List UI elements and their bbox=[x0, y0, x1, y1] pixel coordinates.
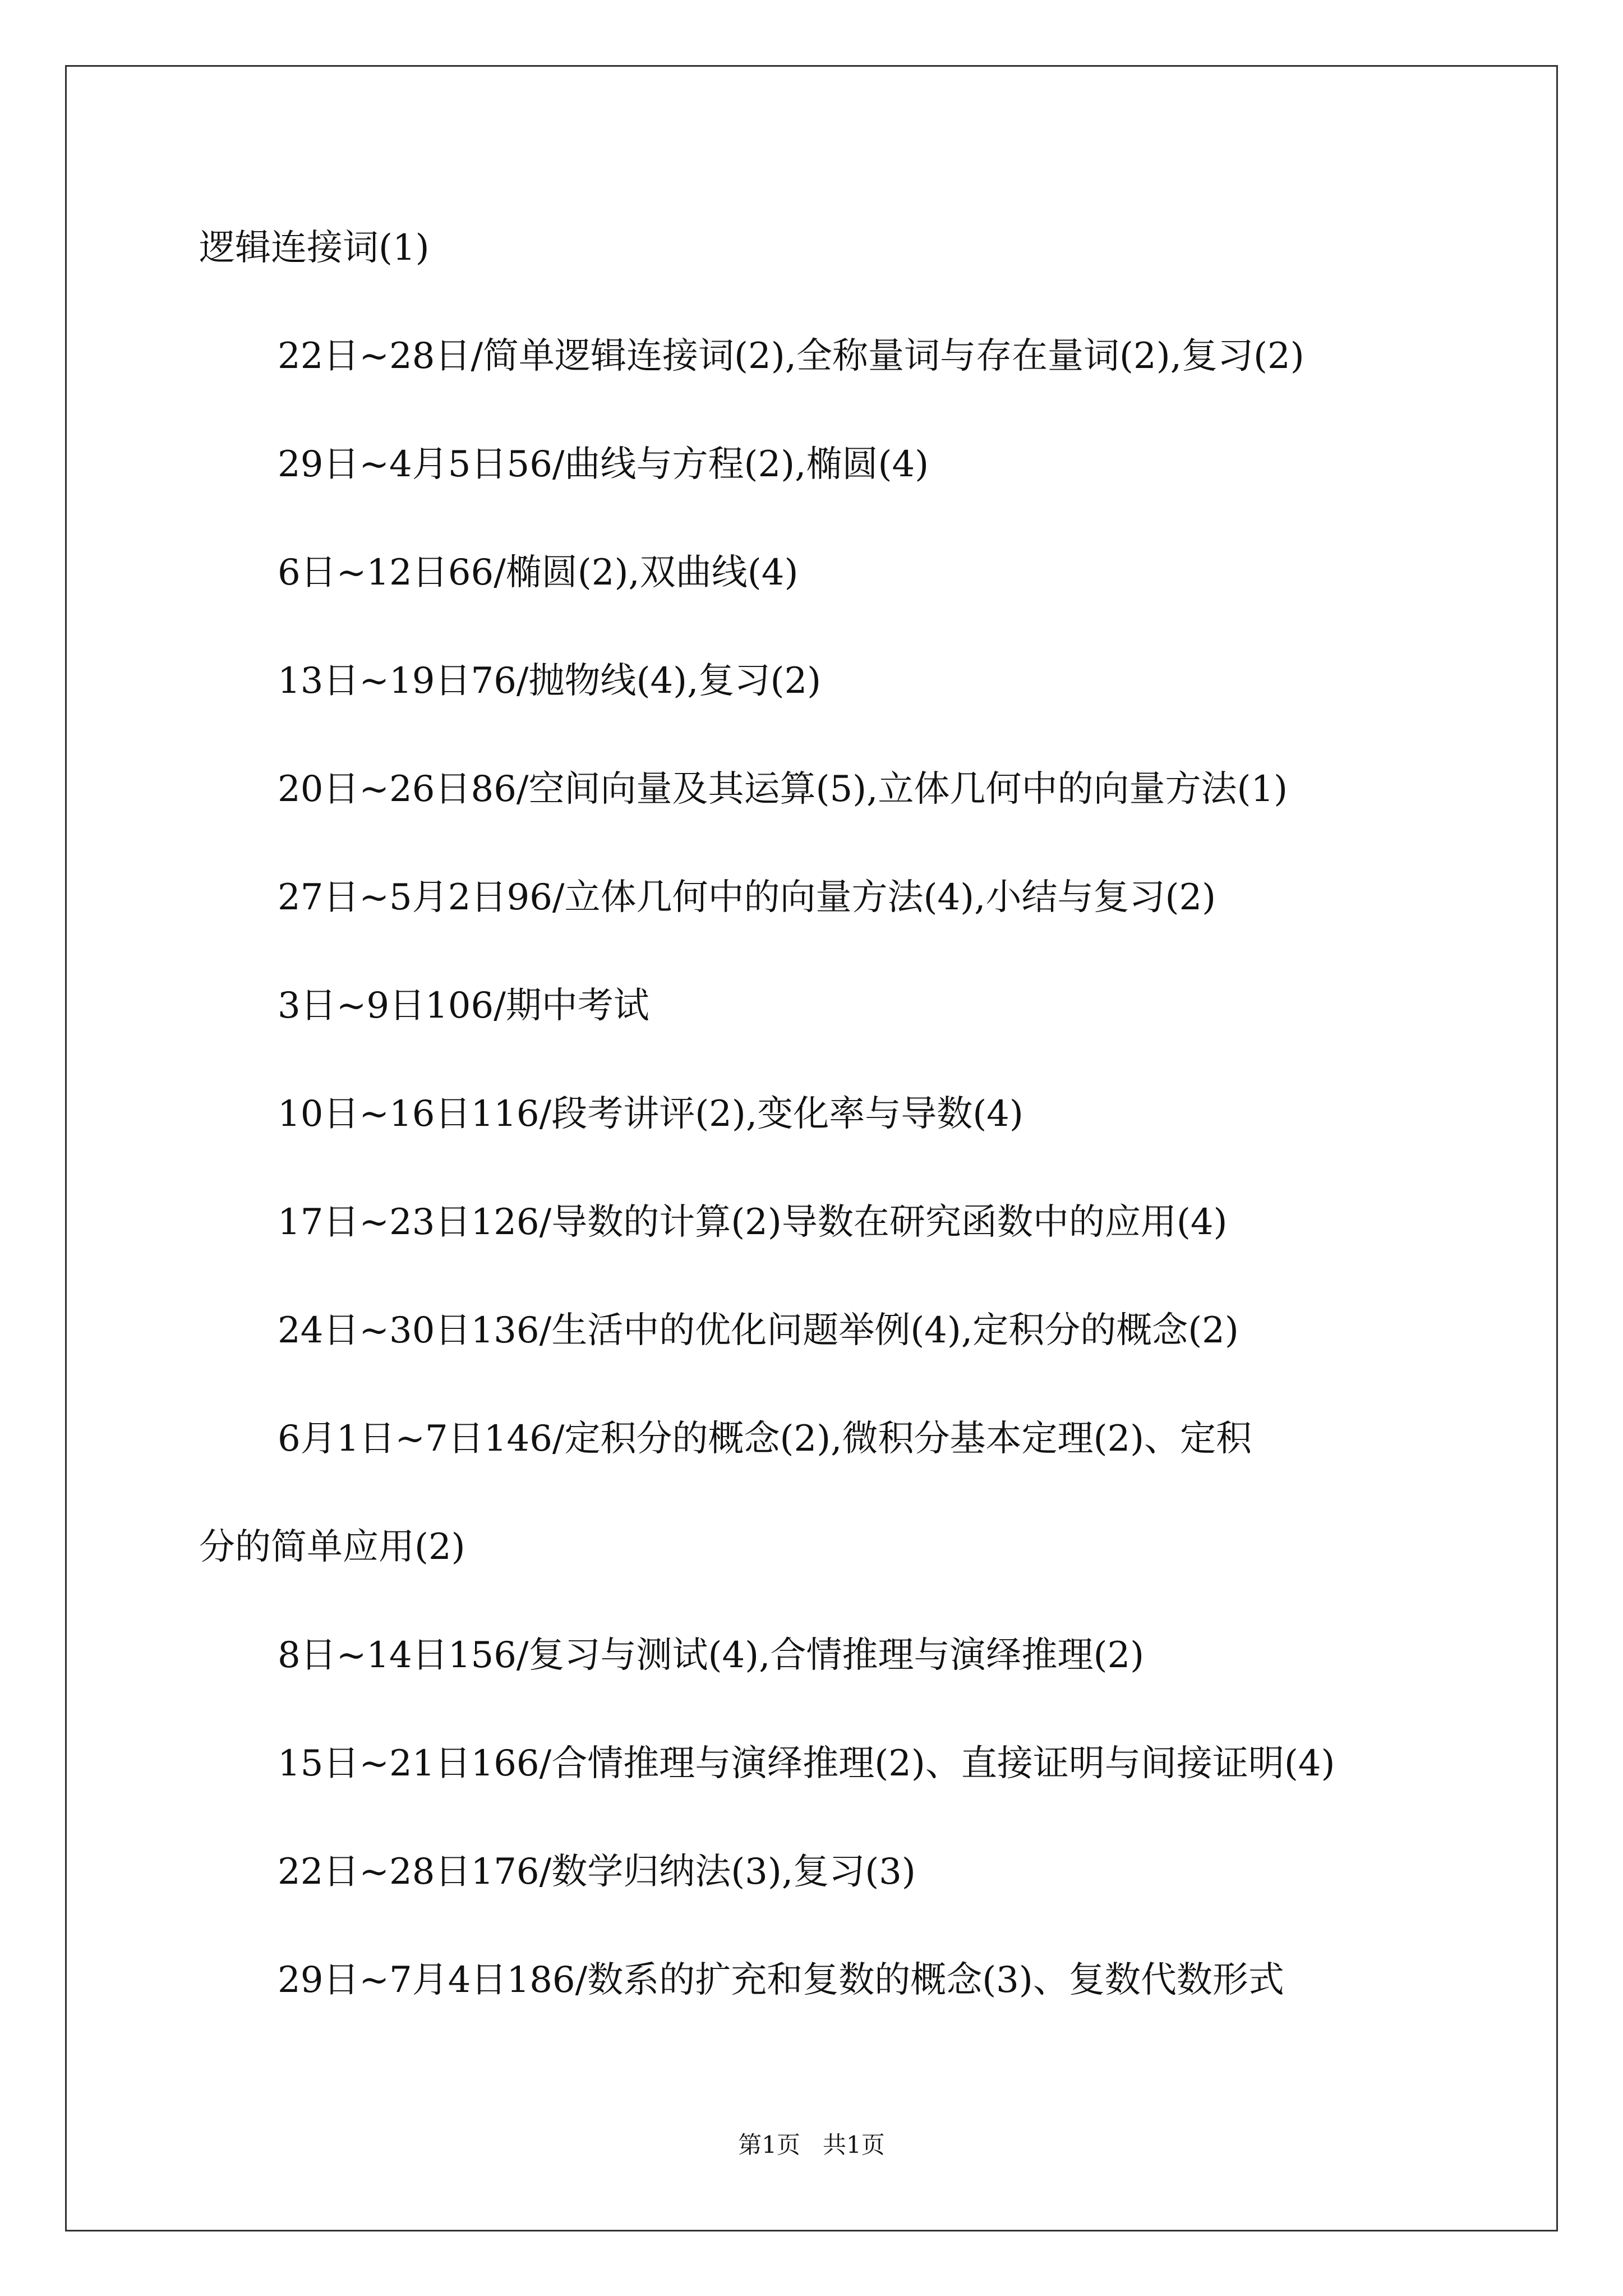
text-line: 20日~26日86/空间向量及其运算(5),立体几何中的向量方法(1) bbox=[278, 769, 1288, 810]
text-line: 22日~28日176/数学归纳法(3),复习(3) bbox=[278, 1851, 916, 1893]
text-line: 分的简单应用(2) bbox=[199, 1526, 465, 1568]
text-line: 6月1日~7日146/定积分的概念(2),微积分基本定理(2)、定积 bbox=[278, 1418, 1252, 1460]
text-line: 27日~5月2日96/立体几何中的向量方法(4),小结与复习(2) bbox=[278, 877, 1216, 918]
page-footer: 第1页 共1页 bbox=[738, 2131, 885, 2159]
text-line: 29日~4月5日56/曲线与方程(2),椭圆(4) bbox=[278, 444, 929, 485]
page-border bbox=[65, 65, 1558, 2231]
text-line: 22日~28日/简单逻辑连接词(2),全称量词与存在量词(2),复习(2) bbox=[278, 335, 1304, 377]
text-line: 13日~19日76/抛物线(4),复习(2) bbox=[278, 660, 822, 702]
text-line: 逻辑连接词(1) bbox=[199, 227, 430, 269]
text-line: 8日~14日156/复习与测试(4),合情推理与演绎推理(2) bbox=[278, 1635, 1145, 1676]
text-line: 3日~9日106/期中考试 bbox=[278, 985, 649, 1027]
text-line: 15日~21日166/合情推理与演绎推理(2)、直接证明与间接证明(4) bbox=[278, 1743, 1335, 1784]
text-line: 17日~23日126/导数的计算(2)导数在研究函数中的应用(4) bbox=[278, 1202, 1228, 1243]
text-line: 6日~12日66/椭圆(2),双曲线(4) bbox=[278, 552, 799, 593]
text-line: 29日~7月4日186/数系的扩充和复数的概念(3)、复数代数形式 bbox=[278, 1959, 1284, 2001]
text-line: 24日~30日136/生活中的优化问题举例(4),定积分的概念(2) bbox=[278, 1310, 1239, 1351]
text-line: 10日~16日116/段考讲评(2),变化率与导数(4) bbox=[278, 1093, 1023, 1135]
